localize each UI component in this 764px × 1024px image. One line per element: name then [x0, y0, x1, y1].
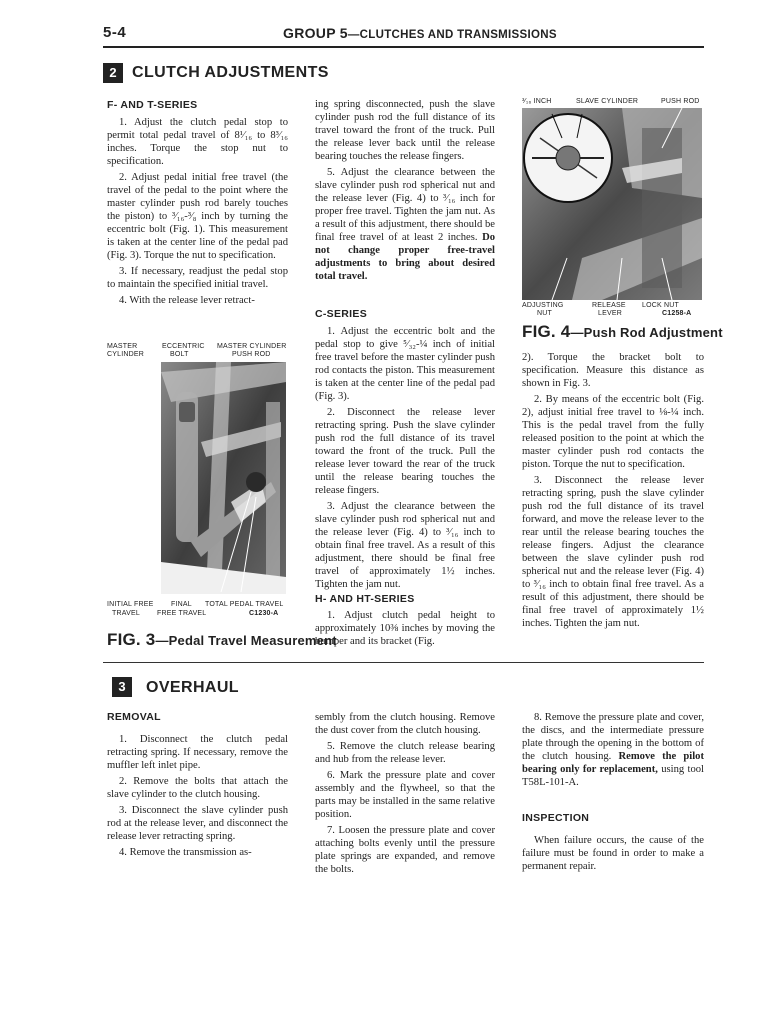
push-rod-illustration: [522, 108, 702, 300]
paragraph: 4. With the release lever retract-: [119, 295, 255, 306]
removal-column-2: [315, 711, 495, 879]
paragraph: 3. Adjust the clearance between the slave cylinder push rod spherical nut and the release lever (Fig. 4) to ³⁄₁₆ inch to obtain final free travel. As a result of this adjustment, there should be final free travel of approximately 1½ inches. Tighten the jam nut.: [315, 501, 495, 590]
paragraph: 5. Adjust the clearance between the slave cylinder push rod spherical nut and the release lever (Fig. 4) to ³⁄₁₆ inch for proper free travel. Tighten the jam nut. As a result of this adjustment, there should be final free travel of at least 2 inches. Do not change proper free-travel adjustments to bring about desired total travel.: [315, 167, 496, 282]
fig3-bottom-labels: INITIAL FREE TRAVEL FINAL FREE TRAVEL TOTAL PEDAL TRAVEL C1230-A: [107, 601, 284, 617]
fig4-top-labels: ³⁄₁₆ INCH SLAVE CYLINDER PUSH ROD: [522, 98, 700, 105]
paragraph: When failure occurs, the cause of the failure must be found in order to make a permanent repair.: [522, 835, 704, 872]
section-number-badge: 2: [103, 63, 123, 83]
column-2-c-text: [315, 325, 495, 594]
removal-column-1: [107, 733, 288, 862]
subsection-title-h: H- AND HT-SERIES: [315, 593, 415, 605]
removal-column-3: [522, 711, 704, 792]
paragraph: 1. Adjust the clutch pedal stop to permit total pedal travel of 8¹⁄₁₆ to 8³⁄₁₆ inches. Torque the stop nut to specification.: [107, 117, 288, 167]
fig4-caption: FIG. 4—Push Rod Adjustment: [522, 322, 723, 341]
paragraph: 1. Adjust the eccentric bolt and the pedal stop to give ⁵⁄₃₂-¼ inch of initial free travel before the master cylinder push rod contacts the piston. This measurement is taken at the center line of the pedal pad (Fig. 3).: [315, 326, 495, 402]
section-divider: [103, 662, 704, 663]
paragraph: 1. Adjust clutch pedal height to approximately 10⅜ inches by moving the bumper and its bracket (Fig.: [315, 610, 495, 647]
running-head: [283, 25, 557, 41]
paragraph: 5. Remove the clutch release bearing and hub from the release lever.: [315, 741, 495, 765]
group-label: GROUP 5: [283, 25, 348, 41]
section-title: CLUTCH ADJUSTMENTS: [132, 64, 329, 81]
column-2-h-text: [315, 609, 495, 651]
fig4-photo: [522, 108, 702, 300]
paragraph: 2. Disconnect the release lever retracting spring. Push the slave cylinder push rod the full distance of its travel toward the front of the truck. Pull the release lever toward the rear of the truck until the release bearing touches the release fingers.: [315, 407, 495, 496]
subsection-title-f-t: F- AND T-SERIES: [107, 99, 198, 111]
paragraph: 2. By means of the eccentric bolt (Fig. 2), adjust initial free travel to ⅛-¼ inch. This is the pedal travel from the fully released position to the point at which the master cylinder push rod contacts the piston. Torque the nut to specification.: [522, 394, 704, 470]
subsection-title-inspection: INSPECTION: [522, 812, 590, 824]
pedal-assembly-illustration: [161, 362, 286, 594]
paragraph: 2. Remove the bolts that attach the slave cylinder to the clutch housing.: [107, 776, 288, 800]
paragraph: 1. Disconnect the clutch pedal retracting spring. If necessary, remove the muffler left inlet pipe.: [107, 734, 288, 771]
section-title: OVERHAUL: [146, 679, 239, 696]
paragraph: 4. Remove the transmission as-: [119, 847, 252, 858]
paragraph: 6. Mark the pressure plate and cover assembly and the flywheel, so that the parts may be installed in the same relative position.: [315, 770, 495, 820]
paragraph: sembly from the clutch housing. Remove the dust cover from the clutch housing.: [315, 712, 495, 736]
paragraph: 2. Adjust pedal initial free travel (the travel of the pedal to the point where the master cylinder push rod barely touches the piston) to ³⁄₁₆-³⁄₈ inch by turning the eccentric bolt (Fig. 1). This measurement is taken at the center line of the pedal pad (Fig. 3). Torque the nut to specification.: [107, 172, 288, 261]
fig4-bottom-labels: ADJUSTING NUT RELEASE LEVER LOCK NUT C1258-A: [522, 302, 692, 317]
fig3-caption: FIG. 3—Pedal Travel Measurement: [107, 630, 337, 649]
page-number: 5-4: [103, 24, 127, 41]
subsection-title-removal: REMOVAL: [107, 711, 161, 723]
paragraph: 3. Disconnect the slave cylinder push rod at the release lever, and disconnect the release lever retracting spring.: [107, 805, 288, 842]
column-3-text: [522, 351, 704, 633]
fig3-photo: [161, 362, 286, 594]
paragraph: 2). Torque the bracket bolt to specification. Measure this distance as shown in Fig. 3.: [522, 352, 704, 389]
paragraph: 7. Loosen the pressure plate and cover attaching bolts evenly until the pressure plate springs are expanded, and remove the bolts.: [315, 825, 495, 875]
subsection-title-c: C-SERIES: [315, 308, 367, 320]
column-2-text: [315, 98, 495, 286]
column-1-text: [107, 116, 288, 310]
inspection-text: [522, 834, 704, 876]
group-title: —CLUTCHES AND TRANSMISSIONS: [347, 29, 557, 41]
paragraph: ing spring disconnected, push the slave cylinder push rod the full distance of its travel toward the front of the truck. Pull the release lever back until the release bearing touches the release fingers.: [315, 99, 495, 162]
section-number-badge: 3: [112, 677, 132, 697]
paragraph: 3. Disconnect the release lever retracting spring, push the slave cylinder push rod the full distance of its travel forward, and move the release lever to the rear until the release bearing touches the release fingers. Adjust the clearance between the slave cylinder push rod spherical nut and the release lever (Fig. 4) to ³⁄₁₆ inch to obtain final free travel. As a result of this adjustment, there should be final free travel of approximately 1½ inches. Tighten the jam nut.: [522, 475, 704, 629]
paragraph: 3. If necessary, readjust the pedal stop to maintain the specified initial travel.: [107, 266, 288, 290]
paragraph: 8. Remove the pressure plate and cover, the discs, and the intermediate pressure plate through the opening in the bottom of the clutch housing. Remove the pilot bearing only for replacement, using tool T58L-101-A.: [522, 712, 705, 788]
header-rule: [103, 46, 704, 48]
